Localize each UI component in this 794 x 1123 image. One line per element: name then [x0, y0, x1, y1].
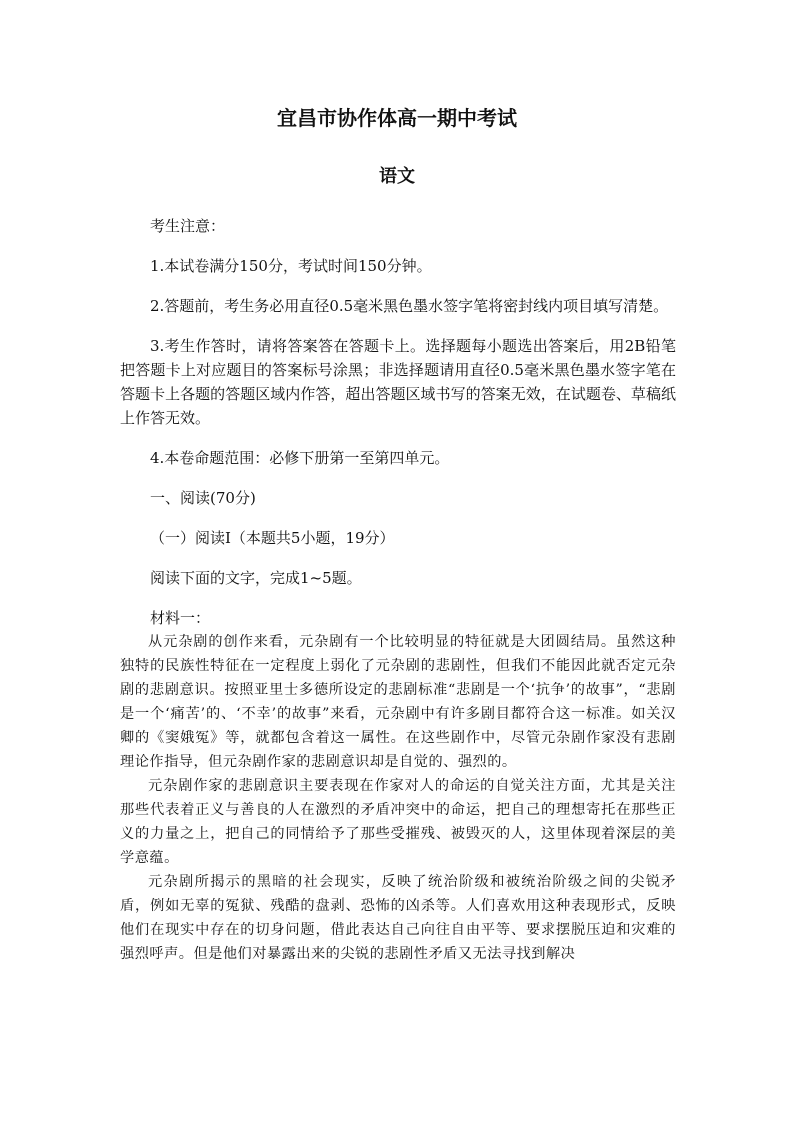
notice-heading: 考生注意： — [150, 217, 226, 235]
notice-item: 3.考生作答时，请将答案答在答题卡上。选择题每小题选出答案后，用2B铅笔把答题卡上对应题目的答案标号涂黑；非选择题请用直径0.5毫米黑色墨水签字笔在答题卡上各题的答题区域内作答，超出答题区域书写的答案无效，在试题卷、草稿纸上作答无效。 — [120, 337, 676, 427]
passage-paragraph: 从元杂剧的创作来看，元杂剧有一个比较明显的特征就是大团圆结局。虽然这种独特的民族性特征在一定程度上弱化了元杂剧的悲剧性，但我们不能因此就否定元杂剧的悲剧意识。按照亚里士多德所设定的悲剧标准“悲剧是一个‘抗争’的故事”，“悲剧是一个‘痛苦’的、‘不幸’的故事”来看，元杂剧中有许多剧目都符合这一标准。如关汉卿的《窦娥冤》等，就都包含着这一属性。在这些剧作中，尽管元杂剧作家没有悲剧理论作指导，但元杂剧作家的悲剧意识却是自觉的、强烈的。 — [120, 634, 676, 770]
passage-paragraph: 元杂剧作家的悲剧意识主要表现在作家对人的命运的自觉关注方面，尤其是关注那些代表着正义与善良的人在激烈的矛盾冲突中的命运，把自己的理想寄托在那些正义的力量之上，把自己的同情给予了那些受摧残、被毁灭的人，这里体现着深层的美学意蕴。 — [120, 778, 676, 866]
notice-item: 4.本卷命题范围：必修下册第一至第四单元。 — [150, 449, 450, 467]
section-heading: 一、阅读(70分) — [150, 489, 256, 507]
material-label: 材料一： — [150, 609, 211, 627]
exam-title: 宜昌市协作体高一期中考试 — [277, 106, 517, 130]
exam-content — [120, 214, 676, 966]
passage-paragraph: 元杂剧所揭示的黑暗的社会现实，反映了统治阶级和被统治阶级之间的尖锐矛盾，例如无辜的冤狱、残酷的盘剥、恐怖的凶杀等。人们喜欢用这种表现形式，反映他们在现实中存在的切身问题，借此表达自己向往自由平等、要求摆脱压迫和灾难的强烈呼声。但是他们对暴露出来的尖锐的悲剧性矛盾又无法寻找到解决 — [120, 874, 676, 962]
notice-item: 2.答题前，考生务必用直径0.5毫米黑色墨水签字笔将密封线内项目填写清楚。 — [150, 297, 669, 315]
notice-item: 1.本试卷满分150分，考试时间150分钟。 — [150, 257, 432, 275]
section-instruction: 阅读下面的文字，完成1~5题。 — [150, 569, 362, 587]
section-subheading: （一）阅读Ⅰ（本题共5小题，19分） — [150, 529, 395, 547]
subject-title: 语文 — [379, 166, 415, 187]
